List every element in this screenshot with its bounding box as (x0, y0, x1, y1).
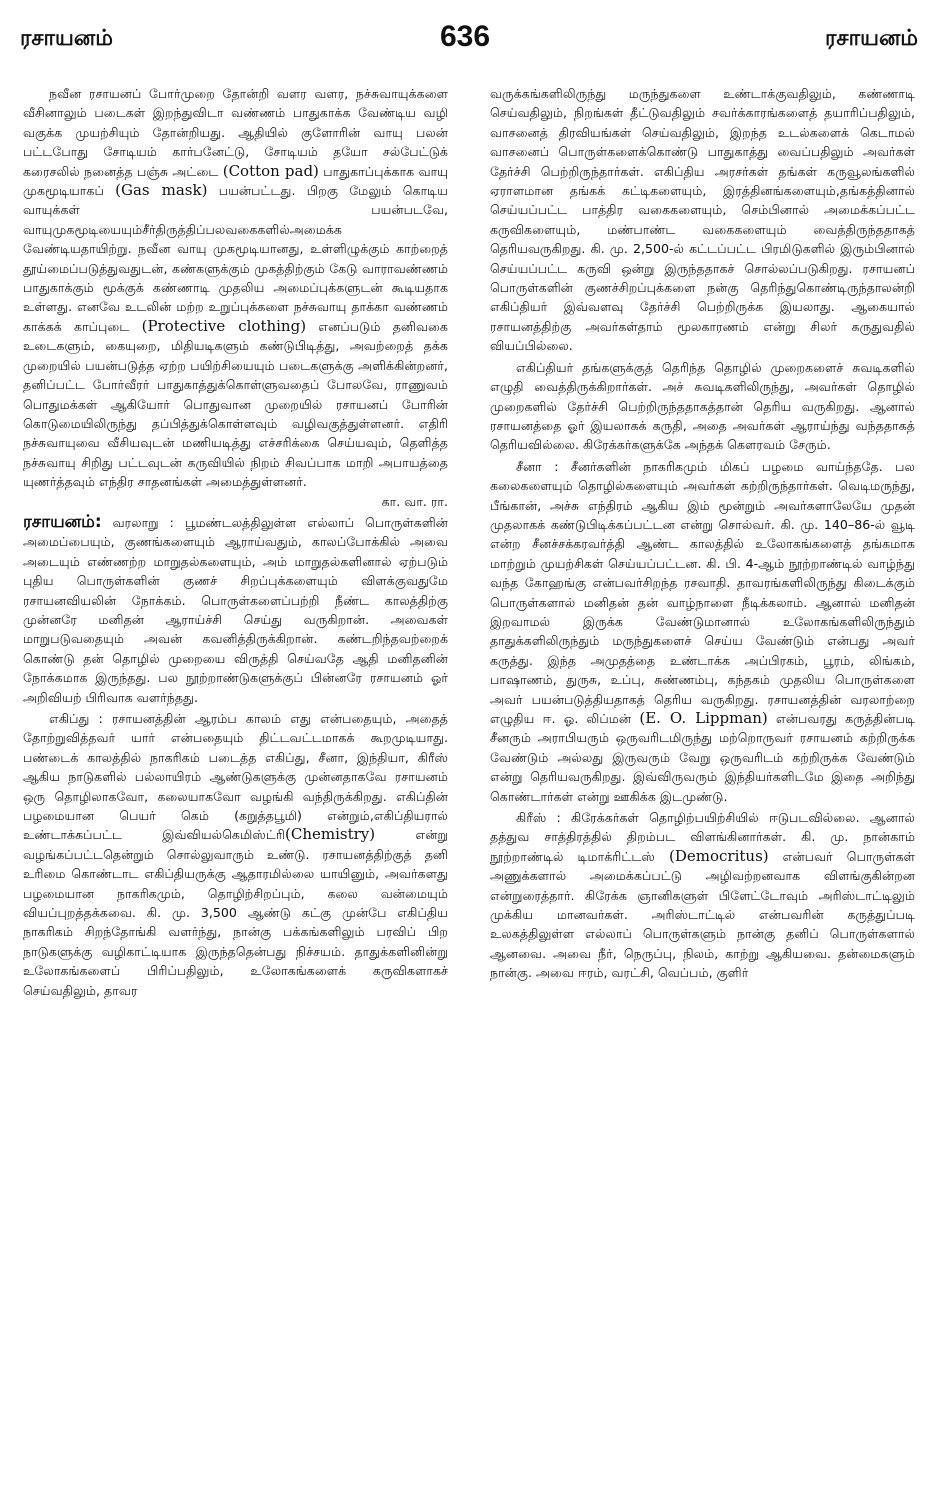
paragraph-greece (490, 808, 915, 983)
text-run: என்பவர் பொருள்கள் அணுக்களால் அமைக்கப்பட்டு அழிவற்றனவாக விளங்குகின்றன என்றுரைத்தார். கிரேக்க ஞானிகளுள் பிளேட்டோவும் அரிஸ்டாட்டிலும் முக்கிய மானவர்கள். அரிஸ்டாட்டில் என்பவரின் கருத்துப்படி உலகத்திலுள்ள எல்லாப் பொருள்களும் நான்கு தனிப் பொருள்களால் ஆனவை. அவை நீர், நெருப்பு, நிலம், காற்று ஆகியவை. தன்மைகளும் நான்கு. அவை ஈரம், வரட்சி, வெப்பம், குளிர் (490, 848, 915, 981)
latin-term: (Gas mask) (115, 181, 208, 200)
text-run: எனப்படும் தனிவகை உடைகளும், கையுறை, மிதியடிகளும் கண்டுபிடித்து, அவற்றைத் தக்க முறையில் பயன்படுத்த ஏற்ற பயிற்சியையும் படைகளுக்கு அளிக்கின்றனர், தனிப்பட்ட போர்வீரர் பாதுகாத்துக்கொள்ளுவதைப் போலவே, ராணுவம் பொதுமக்கள் ஆகியோர் பொதுவான முறையில் ரசாயனப் போரின் கொடுமையிலிருந்து தப்பித்துக்கொள்ளவும் வழிவகுத்துள்ளனர். எதிரி நச்சுவாயுவை வீசியவுடன் மணியடித்து எச்சரிக்கை செய்யவும், தெளித்த நச்சுவாயு சிறிது பட்டவுடன் கருவியில் நிறம் சிவப்பாக மாறி அபாயத்தை யுணர்த்தவும் எந்திர சாதனங்கள் அமைத்துள்ளனர். (23, 318, 448, 490)
latin-term: (Democritus) (669, 846, 769, 865)
page-header (0, 0, 940, 62)
running-head-right: ரசாயனம் (825, 26, 918, 51)
text-run: சீனர்களின் நாகரிகமும் மிகப் பழமை வாய்ந்ததே. பல கலைகளையும் தொழில்களையும் அவர்கள் கற்றிருந்தார்கள். வெடிமருந்து, பீங்கான், அச்சு எந்திரம் ஆகிய இம் மூன்றும் அவர்களாலேயே முதன் முதலாகக் கண்டுபிடிக்கப்பட்டன என்று சொல்வர். கி. மு. 140–86-ல் வூடி என்ற சீனச்சக்கரவர்த்தி ஆண்ட காலத்தில் உலோகங்களைத் தங்கமாக மாற்றும் முயற்சிகள் செய்யப்பட்டன. கி. பி. 4-ஆம் நூற்றாண்டில் வாழ்ந்து வந்த கோஹங்கு என்பவர்சிறந்த ரசவாதி. தாவரங்களிலிருந்து கிடைக்கும் பொருள்களால் மனிதன் தன் வாழ்நாளை நீடிக்கலாம். ஆனால் மனிதன் இறவாமல் இருக்க வேண்டுமானால் உலோகங்களிலிருந்தும் தாதுக்களிலிருந்தும் மருந்துகளைச் செய்ய வேண்டும் என்பது அவர் கருத்து. இந்த அமுதத்தை உண்டாக்க அப்பிரகம், பூரம், லிங்கம், பாஷாணம், துருசு, உப்பு, சுண்ணம்பு, கந்தகம் முதலிய பொருள்களை அவர் பயன்படுத்தியதாகத் தெரிய வருகிறது. ரசாயனத்தின் வரலாற்றை எழுதிய ஈ. ஓ. லிப்மன் (490, 458, 915, 726)
left-column (23, 84, 448, 1484)
text-run: பாதுகாப்புக்காக வாயு முகமூடியாகப் (23, 163, 448, 199)
paragraph-china (490, 457, 915, 806)
latin-term: (Chemistry) (285, 825, 376, 844)
section-label-china: சீனா : (516, 458, 559, 474)
text-run: என்று வழங்கப்பட்டதென்றும் சொல்லுவாரும் உண்டு. ரசாயனத்திற்குத் தனி உரிமை கொண்டாட எகிப்தியருக்கு ஆதாரமில்லை யாயினும், அவர்களது பழமையான நாகரிகமும், தொழிற்சிறப்பும், கலை வன்மையும் வியப்புறத்தக்கவை. கி. மு. 3,500 ஆண்டு கட்கு முன்பே எகிப்திய நாகரிகம் சிறந்தோங்கி வளர்ந்து, நான்கு பக்கங்களிலும் பரவிப் பிற நாடுகளுக்கு வழிகாட்டியாக இருந்ததென்பது நிச்சயம். தாதுக்களினின்று உலோகங்களைப் பிரிப்பதிலும், உலோகங்களைக் கருவிகளாகச் செய்வதிலும், தாவர (23, 827, 448, 998)
latin-term: (E. O. Lippman) (639, 709, 768, 727)
entry-headword: ரசாயனம்: (23, 511, 102, 532)
running-head-left: ரசாயனம் (20, 26, 113, 51)
paragraph-egypt (23, 709, 448, 1000)
text-run: கிரேக்கர்கள் தொழிற்பயிற்சியில் ஈடுபடவில்லை. ஆனால் தத்துவ சாத்திரத்தில் திறம்பட விளங்கினார்கள். கி. மு. நான்காம் நூற்றாண்டில் டிமாக்ரிட்டஸ் (490, 810, 915, 864)
paragraph-chemistry-history (23, 513, 448, 707)
text-run: ரசாயனத்தின் ஆரம்ப காலம் எது என்பதையும், அதைத் தோற்றுவித்தவர் யார் என்பதையும் திட்டவட்டமாகக் கூறமுடியாது. பண்டைக் காலத்தில் நாகரிகம் படைத்த எகிப்து, சீனா, இந்தியா, கிரீஸ் ஆகிய நாடுகளில் பல்லாயிரம் ஆண்டுகளுக்கு முன்னதாகவே ரசாயனம் ஒரு தொழிலாகவோ, கலையாகவோ வழங்கி வந்திருக்கிறது. எகிப்தின் பழமையான பெயர் கெம் (கறுத்தபூமி) என்றும்,எகிப்தியரால் உண்டாக்கப்பட்ட இவ்வியல்கெமிஸ்ட்ரி (23, 711, 448, 843)
page-number: 636 (440, 20, 491, 53)
section-label-greece: கிரீஸ் : (516, 810, 561, 826)
text-run: வரலாறு : பூமண்டலத்திலுள்ள எல்லாப் பொருள்களின் அமைப்பையும், குணங்களையும் ஆராய்வதும், காலப்போக்கில் அவை அடையும் எண்ணற்ற மாறுதல்களையும், அம் மாறுதல்களினால் ஏற்படும் புதிய பொருள்களின் குணச் சிறப்புக்களையும் விளக்குவதுமே ரசாயனவியலின் நோக்கம். பொருள்களைப்பற்றி நீண்ட காலத்திற்கு முன்னரே மனிதன் ஆராய்ச்சி செய்து வருகிறான். அவைகள் மாறுபடுவதையும் அவன் கவனித்திருக்கிறான். கண்டறிந்தவற்றைக் கொண்டு தன் தொழில் முறையை விருத்தி செய்வதே ஆதி மனிதனின் நோக்கமாக இருந்தது. பல நூற்றாண்டுகளுக்குப் பின்னரே ரசாயனம் ஓர் அறிவியற் பிரிவாக வளர்ந்தது. (23, 514, 448, 705)
latin-term: (Cotton pad) (222, 161, 319, 180)
text-run: நவீன ரசாயனப் போர்முறை தோன்றி வளர வளர, நச்சுவாயுக்களை வீசினாலும் படைகள் இறந்துவிடா வண்ணம் பாதுகாக்க வேண்டிய வழி வகுக்க முயற்சியும் தோன்றியது. ஆதியில் குளோரின் வாயு பலன் பட்டபோது சோடியம் கார்பனேட்டு, சோடியம் தயோ சல்பேட்டுக் கரைசலில் நனைத்த பஞ்சு அட்டை (23, 86, 448, 179)
paragraph-gas-warfare (23, 84, 448, 511)
section-label-egypt: எகிப்து : (49, 711, 103, 726)
right-column (490, 84, 915, 1484)
text-run: பயன்பட்டது. பிறகு மேலும் கொடிய வாயுக்கள் பயன்படவே, வாயுமுகமூடியையும்சீர்திருத்திப்பலவகைகளில்அமைக்க வேண்டியதாயிற்று. நவீன வாயு முகமூடியானது, உள்ளிழுக்கும் காற்றைத் தூய்மைப்படுத்துவதுடன், கண்களுக்கும் முகத்திற்கும் கேடு வாராவண்ணம் பாதுகாக்கும் மூக்குக் கண்ணாடி முதலிய அமைப்புக்களுடன் கூடியதாக உள்ளது. எனவே உடலின் மற்ற உறுப்புக்களை நச்சுவாயு தாக்கா வண்ணம் காக்கக் காப்புடை (23, 183, 448, 334)
latin-term: (Protective clothing) (141, 316, 307, 335)
paragraph-egypt-continued: வருக்கங்களிலிருந்து மருந்துகளை உண்டாக்குவதிலும், கண்ணாடி செய்வதிலும், நிறங்கள் தீட்டுவதிலும் சவர்க்காரங்களைத் தயாரிப்பதிலும், வாசனைத் திரவியங்கள் செய்வதிலும், இறந்த உடல்களைக் கெடாமல் வாசனைப் பொருள்களைக்கொண்டு பாதுகாத்து வைப்பதிலும் அவர்கள் தேர்ச்சி பெற்றிருந்தார்கள். எகிப்திய அரசர்கள் தங்கள் கருவூலங்களில் ஏராளமான தங்கக் கட்டிகளையும், இரத்தினங்களையும்,தங்கத்தினால் செய்யப்பட்ட பாத்திர வகைகளையும், செம்பினால் அமைக்கப்பட்ட கருவிகளையும், மண்பாண்ட வகைகளையும் வைத்திருந்ததாகத் தெரியவருகிறது. கி. மு. 2,500-ல் கட்டப்பட்ட பிரமிடுகளில் இரும்பினால் செய்யப்பட்ட கருவி ஒன்று இருந்ததாகச் சொல்லப்படுகிறது. ரசாயனப் பொருள்களின் குணச்சிறப்புக்களை நன்கு தெரிந்துகொண்டிருந்தாலன்றி எகிப்தியர் இவ்வளவு தேர்ச்சி பெற்றிருக்க இயலாது. ஆகையால் ரசாயனத்திற்கு அவர்கள்தாம் மூலகாரணம் என்று சிலர் கருதுவதில் வியப்பில்லை. (490, 86, 915, 354)
author-signature: கா. வா. ரா. (381, 493, 448, 509)
text-run: என்பவரது கருத்தின்படி சீனரும் அராபியரும் ஒருவரிடமிருந்து மற்றொருவர் ரசாயனம் கற்றிருக்க வேண்டும் அல்லது இருவரும் வேறு ஒருவரிடம் கற்றிருக்க வேண்டும் என்று தெரியவருகிறது. இவ்விருவரும் இந்தியர்களிடமே இதை அறிந்து கொண்டார்கள் என்று ஊகிக்க இடமுண்டு. (490, 711, 915, 804)
paragraph-egypt-scrolls: எகிப்தியர் தங்களுக்குத் தெரிந்த தொழில் முறைகளைச் சுவடிகளில் எழுதி வைத்திருக்கிறார்கள். அச் சுவடிகளிலிருந்து, அவர்கள் தொழில் முறைகளில் தேர்ச்சி பெற்றிருந்ததாகத்தான் தெரிய வருகிறது. ஆனால் ரசாயனத்தை ஓர் இயலாகக் கருதி, அதை அவர்கள் ஆராய்ந்து வந்ததாகத் தெரியவில்லை. கிரேக்கர்களுக்கே அந்தக் கௌரவம் சேரும். (490, 359, 915, 453)
